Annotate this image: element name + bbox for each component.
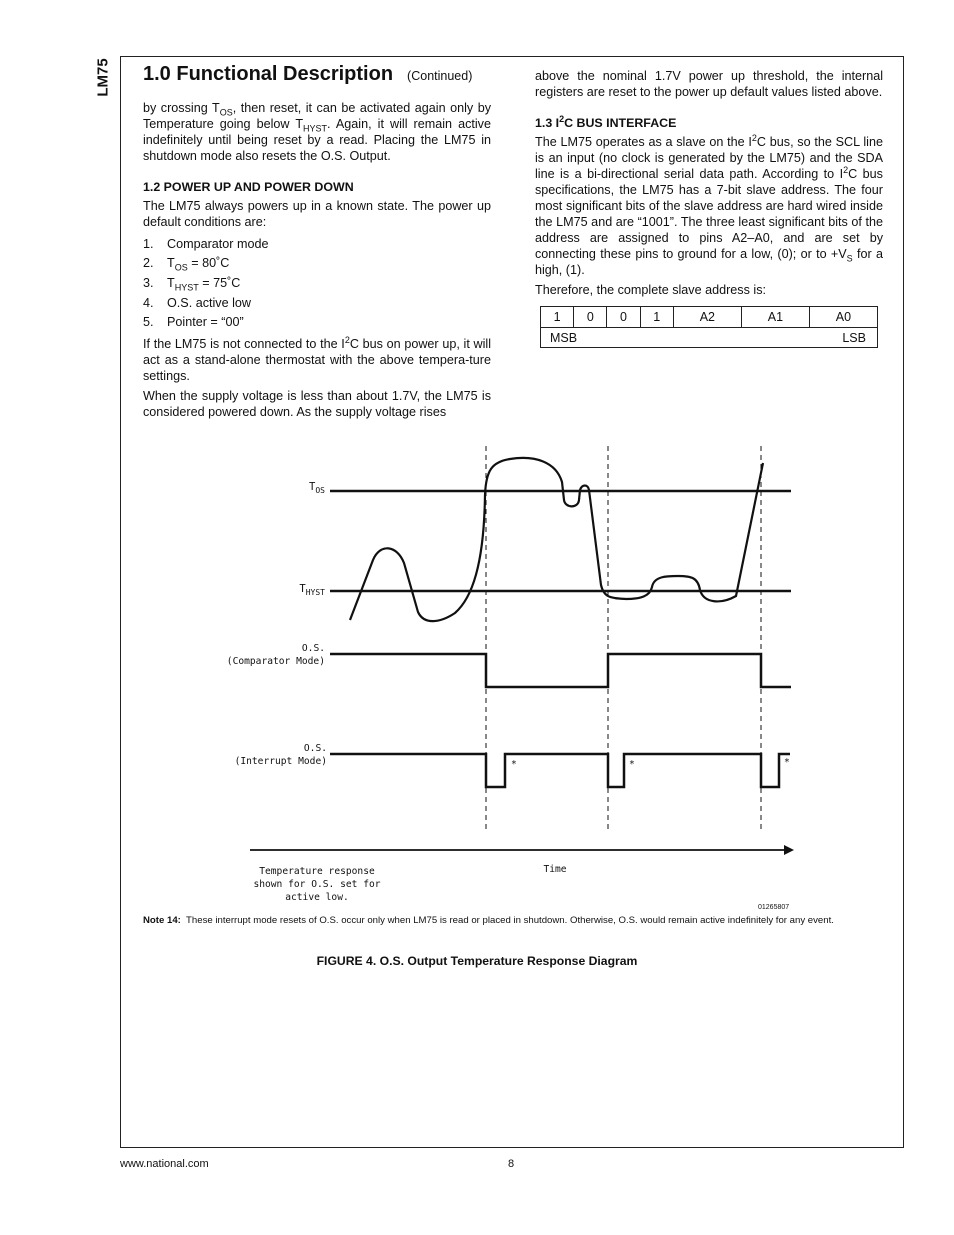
msb-label: MSB	[550, 330, 578, 345]
heading-i2c-bus: 1.3 $I^2C$ BUS INTERFACE	[535, 113, 677, 130]
asterisk-marker: *	[629, 759, 635, 770]
address-bit: A0	[809, 307, 877, 328]
asterisk-marker: *	[784, 757, 790, 768]
address-bit: 1	[541, 307, 574, 328]
os-interrupt-label-2: (Interrupt Mode)	[234, 756, 327, 767]
address-bit: A2	[673, 307, 741, 328]
paragraph-power-up-intro: The LM75 always powers up in a known state. The power up default conditions are:	[143, 199, 491, 229]
temp-response-note-3: active low.	[285, 892, 349, 903]
os-interrupt-label-1: O.S.	[303, 743, 327, 754]
section-title: 1.0 Functional Description	[143, 63, 394, 85]
address-bit: 0	[607, 307, 640, 328]
list-item: 1. Comparator mode	[143, 236, 269, 251]
lsb-label: LSB	[842, 330, 866, 345]
os-comparator-label-2: (Comparator Mode)	[226, 656, 325, 667]
continued-label: (Continued)	[407, 69, 473, 83]
list-item: 4. O.S. active low	[143, 295, 251, 310]
list-item: 5. Pointer = “00”	[143, 315, 244, 330]
address-bit: A1	[741, 307, 809, 328]
figure-id: 01265807	[758, 904, 790, 911]
address-bit: 1	[640, 307, 673, 328]
asterisk-marker: *	[511, 759, 517, 770]
paragraph-i2c-interface: The LM75 operates as a slave on the $I^2C$ bus, so the SCL line is an input (no clock is generated by the LM75) and the SDA line is a bi-directional serial data path. According to $I^2C$ bus specifications, the LM75 has a 7-bit slave address. The four most significant bits of the slave address are hard wired inside the LM75 and are “1001”. The three least significant bits of the address are assigned to pins A2–A0, and are set by connecting these pins to ground for a low, (0); or to $+V_S$ for a high, (1).	[535, 132, 884, 277]
note-text: These interrupt mode resets of O.S. occur only when LM75 is read or placed in shutdown. Otherwise, O.S. would remain active indefinitely for any event.	[186, 915, 834, 926]
page-number: 8	[508, 1158, 515, 1170]
figure-caption: FIGURE 4. O.S. Output Temperature Response Diagram	[316, 954, 638, 968]
tos-label: $T_{OS}$	[309, 481, 325, 495]
os-comparator-waveform	[330, 654, 791, 687]
temp-response-note-1: Temperature response	[259, 866, 375, 877]
list-item: 3. $T_{HYST}$ = 75˚C	[143, 275, 241, 293]
footer-url: www.national.com	[120, 1158, 209, 1170]
paragraph-power-up-threshold: above the nominal 1.7V power up threshold, the internal registers are reset to the power up default values listed above.	[535, 69, 883, 99]
list-item: 2. $T_{OS}$ = 80˚C	[143, 256, 230, 273]
temp-response-note-2: shown for O.S. set for	[253, 879, 381, 890]
paragraph-slave-address: Therefore, the complete slave address is:	[535, 283, 766, 297]
note-14	[143, 915, 903, 926]
paragraph-standalone: If the LM75 is not connected to the $I^2C$ bus on power up, it will act as a stand-alone thermostat with the above tempera-ture settings.	[143, 334, 492, 383]
os-comparator-label-1: O.S.	[301, 643, 325, 654]
temperature-curve	[350, 458, 763, 621]
paragraph-os-reset: by crossing $T_{OS}$, then reset, it can be activated again only by Temperature going below $T_{HYST}$. Again, it will remain active indefinitely until being reset by a read. Placing the LM75 in shutdown mode also resets the O.S. Output.	[143, 101, 491, 163]
time-label: Time	[543, 864, 567, 875]
os-interrupt-waveform	[330, 754, 790, 787]
side-part-label: LM75	[94, 57, 112, 97]
heading-power-up: 1.2 POWER UP AND POWER DOWN	[143, 180, 354, 194]
note-label: Note 14:	[143, 915, 181, 926]
address-bit: 0	[574, 307, 607, 328]
time-axis-arrowhead	[784, 845, 794, 855]
thyst-label: $T_{HYST}$	[299, 583, 325, 597]
paragraph-power-down: When the supply voltage is less than about 1.7V, the LM75 is considered powered down. As the supply voltage rises	[143, 388, 491, 419]
